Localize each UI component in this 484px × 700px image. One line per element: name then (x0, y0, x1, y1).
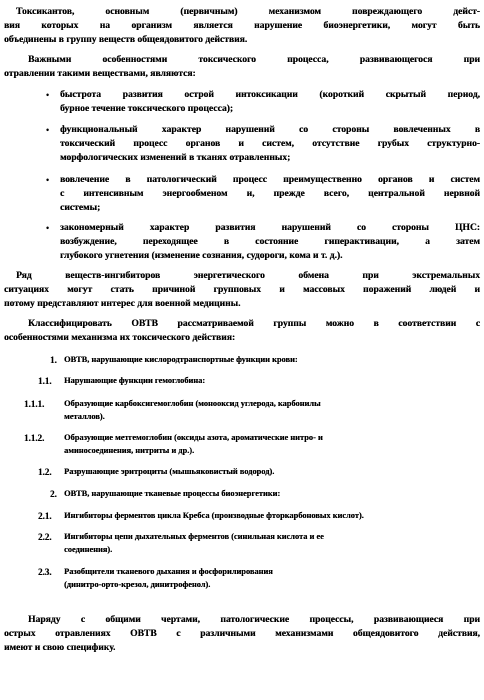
list-item-line: токсический процесс органов и систем, отсутствие грубых структурно- (60, 138, 480, 149)
list-item-line: с интенсивным энергообменом и, прежде всего, центральной нервной (60, 188, 480, 199)
bullet-marker: • (46, 175, 50, 185)
item-number: 1.2. (38, 467, 52, 477)
bullet-marker: • (46, 90, 50, 100)
item-number: 2.1. (38, 511, 52, 521)
bullet-marker: • (46, 223, 50, 233)
text-line: Ряд веществ-ингибиторов энергетического обмена при экстремальных (16, 270, 480, 281)
list-item-line: быстрота развития острой интоксикации (короткий скрытый период, (60, 89, 480, 100)
item-number: 2.3. (38, 567, 52, 577)
item-number: 2.2. (38, 532, 52, 542)
text-line: Важными особенностями токсического процесса, развивающегося при (28, 54, 480, 65)
text-line: объединены в группу веществ общеядовитого действия. (4, 34, 248, 45)
list-item-line: вовлечение в патологический процесс преимущественно органов и систем (60, 174, 480, 185)
text-line: вия которых на организм является нарушение биоэнергетики, могут быть (4, 20, 480, 31)
text-line: Токсикантов, основным (первичным) механизмом повреждающего дейст- (16, 6, 480, 17)
list-item-line: возбуждение, переходящее в состояние гиперактивации, а затем (60, 236, 480, 247)
text-line: Наряду с общими чертами, патологические процессы, развивающиеся при (28, 614, 480, 625)
list-item-line: закономерный характер развития нарушений со стороны ЦНС: (60, 222, 480, 233)
classification-item: аминосоединения, нитриты и др.). (64, 446, 195, 455)
item-number: 1.1.1. (24, 399, 45, 409)
classification-item: ОВТВ, нарушающие тканевые процессы биоэнергетики: (64, 489, 281, 498)
classification-item: Ингибиторы ферментов цикла Кребса (производные фторкарбоновых кислот). (64, 511, 364, 520)
classification-item: Образующие карбоксигемоглобин (монооксид углерода, карбонилы (64, 399, 321, 408)
text-line: ситуациях могут стать причиной групповых и массовых поражений людей и (4, 284, 480, 295)
item-number: 1.1. (38, 376, 52, 386)
text-line: отравлении такими веществами, являются: (4, 68, 196, 79)
classification-item: (динитро-орто-крезол, динитрофенол). (64, 580, 211, 589)
classification-item: металлов). (64, 412, 105, 421)
item-number: 1.1.2. (24, 433, 45, 443)
classification-item: ОВТВ, нарушающие кислородтранспортные функции крови: (64, 355, 298, 364)
text-line: Классифицировать ОВТВ рассматриваемой группы можно в соответствии с (28, 318, 480, 329)
text-line: имеют и свою специфику. (4, 642, 116, 653)
classification-item: Разрушающие эритроциты (мышьяковистый водород). (64, 467, 275, 476)
list-item-line: морфологических изменений в тканях отравленных; (60, 152, 291, 163)
list-item-line: бурное течение токсического процесса); (60, 103, 234, 114)
classification-item: Разобщители тканевого дыхания и фосфорилирования (64, 567, 273, 576)
classification-item: Нарушающие функции гемоглобина: (64, 376, 206, 385)
classification-item: соединения). (64, 545, 113, 554)
item-number: 2. (50, 489, 57, 499)
text-line: потому представляют интерес для военной медицины. (4, 298, 241, 309)
classification-item: Ингибиторы цепи дыхательных ферментов (синильная кислота и ее (64, 532, 324, 541)
list-item-line: функциональный характер нарушений со стороны вовлеченных в (60, 124, 480, 135)
list-item-line: глубокого угнетения (изменение сознания, судороги, кома и т. д.). (60, 250, 343, 261)
text-line: особенностями механизма их токсического действия: (4, 332, 236, 343)
list-item-line: системы; (60, 202, 101, 213)
item-number: 1. (50, 355, 57, 365)
bullet-marker: • (46, 125, 50, 135)
text-line: острых отравлениях ОВТВ с различными механизмами общеядовитого действия, (4, 628, 480, 639)
classification-item: Образующие метгемоглобин (оксиды азота, ароматические нитро- и (64, 433, 323, 442)
